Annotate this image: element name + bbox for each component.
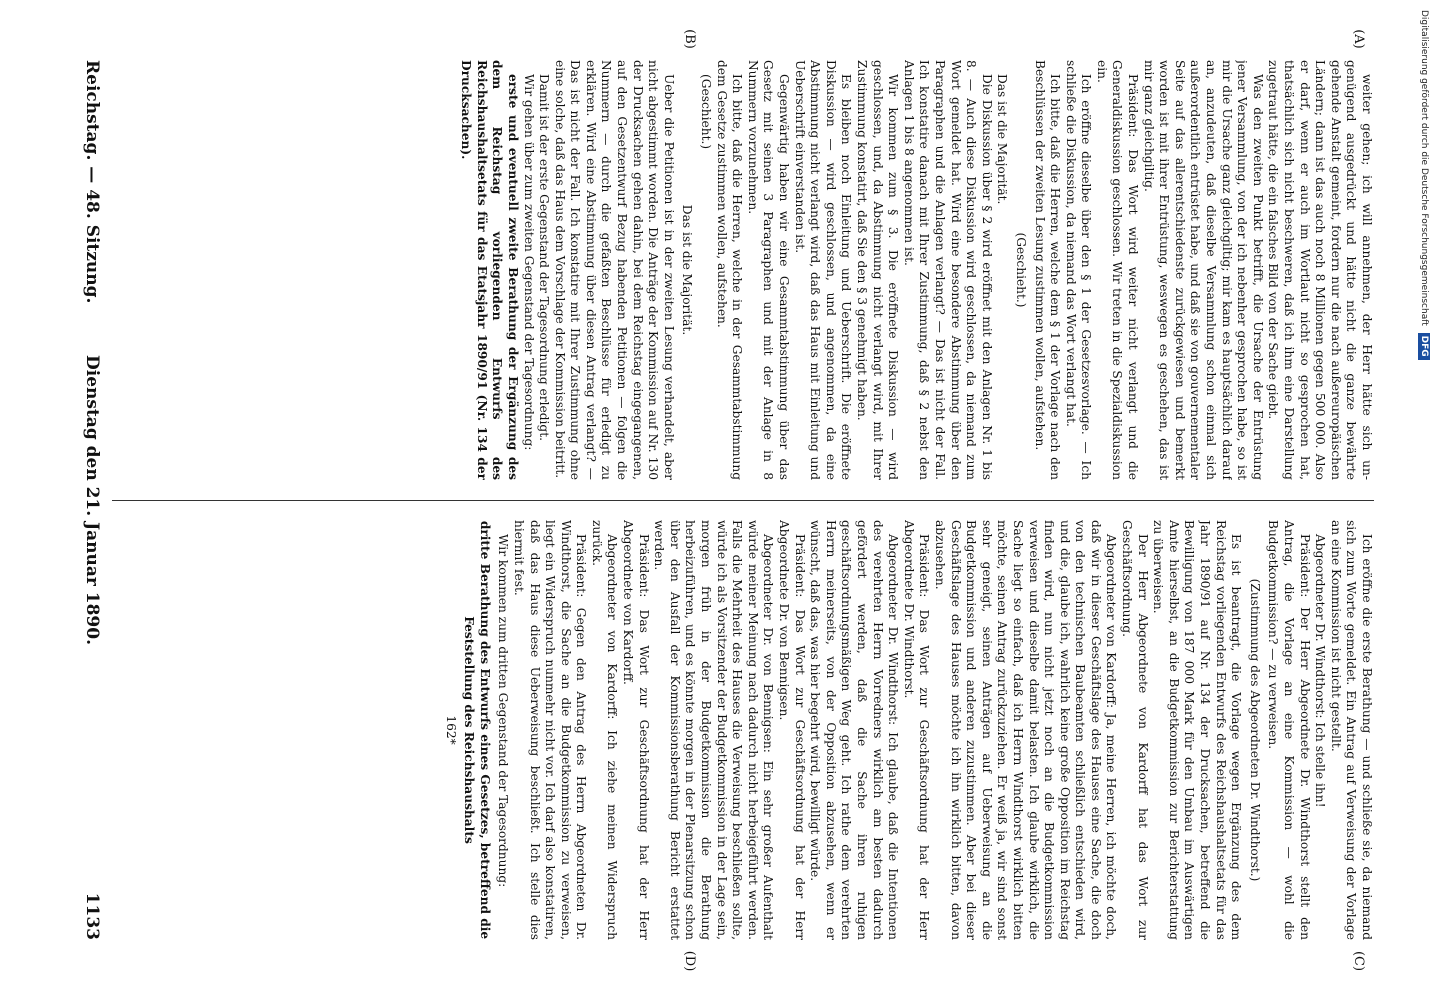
paragraph: Der Herr Abgeordnete von Kardorff hat das Wort zur Geschäftsordnung. [1120, 520, 1150, 940]
paragraph: Was den zweiten Punkt betrifft, die Ursache der Entrüstung jener Versammlung, von der ich nebenher gesprochen habe, so ist mir die Ursache ganz gleichgiltig; mir kam es hauptsächlich darauf an, anzudeuten, daß dieselbe Versammlung schon einmal sich außerordentlich entrüstet habe, und daß sie von gouvernementaler Seite auf das allerentschiedenste zurückgewiesen und bemerkt worden ist mit ihrer Entrüstung, weswegen es geschehen, das ist mir ganz gleichgiltig. [1141, 60, 1265, 480]
margin-marker-c: (C) [1351, 950, 1366, 972]
paragraph: Abgeordneter von Kardorff: Ja, meine Herren, ich möchte doch, daß wir in dieser Geschäftslage des Hauses eine Sache, die doch von den technischen Baubeamten schließlich entschieden wird, und die, glaube ich, wahrlich keine große Opposition im Reichstag finden wird, nun nicht jetzt noch an die Budgetkommission verweisen und dieselbe damit belasten. Ich glaube wirklich, die Sache liegt so einfach, daß ich Herrn Windthorst wirklich bitten möchte, seinen Antrag zurückzuziehen. Er weiß ja, wir sind sonst sehr geneigt, seinen Anträgen auf Ueberweisung an die Budgetkommission und anderen zuzustimmen. Aber bei dieser Geschäftslage des Hauses möchte ich ihn wirklich bitten, davon abzusehen. [932, 520, 1119, 940]
paragraph: Präsident: Das Wort wird weiter nicht verlangt und die Generaldiskussion geschlossen. Wir treten in die Spezialdiskussion ein. [1094, 60, 1141, 480]
paragraph: Präsident: Der Herr Abgeordnete Dr. Windthorst stellt den Antrag, die Vorlage an eine Kommission — wohl die Budgetkommission? — zu verweisen. [1266, 520, 1312, 940]
paragraph: Abgeordneter Dr. Windthorst: Ich stelle ihn! [1313, 534, 1328, 808]
paragraph: Die Diskussion über § 2 wird eröffnet mit den Anlagen Nr. 1 bis 8. — Auch diese Diskussion wird geschlossen, da niemand zum Wort gemeldet hat. Wird eine besondere Abstimmung über den Paragraphen und die Anlagen verlangt? — Das ist nicht der Fall. Ich konstatire danach mit Ihrer Zustimmung, daß § 2 nebst den Anlagen 1 bis 8 angenommen ist. [901, 60, 994, 480]
paragraph: Präsident: Gegen den Antrag des Herrn Abgeordneten Dr. Windthorst, die Sache an die Budgetkommission zu verweisen, liegt ein Widerspruch nunmehr nicht vor. Ich darf also konstatiren, daß das Haus diese Ueberweisung beschließt. Ich stelle dies hiermit fest. [511, 520, 589, 940]
paragraph: Präsident: Das Wort zur Geschäftsordnung hat der Herr Abgeordnete Dr. von Bennigsen. [777, 520, 807, 940]
paragraph: Wir gehen über zum zweiten Gegenstand der Tagesordnung: [521, 74, 536, 451]
column-left [112, 60, 1374, 480]
paragraph: Gegenwärtig haben wir eine Gesammtabstimmung über das Gesetz mit seinen 3 Paragraphen und mit der Anlage in 8 Nummern vorzunehmen. [745, 60, 792, 480]
paragraph: Wir kommen zum dritten Gegenstand der Tagesordnung: [496, 534, 511, 888]
paragraph: dritte Berathung des Entwurfs eines Gesetzes, betreffend die Feststellung des Reichshaushalts [462, 520, 492, 940]
text-columns [112, 60, 1374, 940]
paragraph: Abgeordneter von Kardorff: Ich ziehe meinen Widerspruch zurück. [589, 520, 620, 940]
paragraph: Ich eröffne dieselbe über den § 1 der Gesetzesvorlage. — Ich schließe die Diskussion, da niemand das Wort verlangt hat. [1063, 60, 1094, 480]
dfg-logo: DFG [1418, 333, 1430, 360]
paragraph: Präsident: Das Wort zur Geschäftsordnung hat der Herr Abgeordnete von Kardorff. [621, 520, 651, 940]
paragraph: Ich eröffne die erste Berathung — und schließe sie, da niemand sich zum Worte gemeldet. Ein Antrag auf Verweisung der Vorlage an eine Kommission ist nicht gestellt. [1328, 520, 1374, 940]
paragraph: weiter gehen; ich will annehmen, der Herr hätte sich ungenügend ausgedrückt und hätte nicht die ganze bewährte gehende Anstalt gemeint, fordern nur die nach außereuropäischen Ländern; dann ist das auch noch 8 Millionen gegen 500 000. Also er darf, wenn er auch im Wortlaut nicht so gesprochen hat, thatsächlich sich nicht beschweren, daß ich ihm eine Darstellung zugetraut hätte, die ein falsches Bild von der Sache giebt. [1266, 60, 1374, 480]
page-header [72, 60, 102, 940]
paragraph: (Zustimmung des Abgeordneten Dr. Windthorst.) [1247, 578, 1262, 882]
page-number: 1133 [82, 892, 102, 940]
header-left: Reichstag. — 48. Sitzung. [82, 60, 102, 304]
paragraph: Das ist die Majorität. [995, 74, 1010, 205]
paragraph: Ich bitte, daß die Herren, welche in der Gesammtabstimmung dem Gesetze zustimmen wollen, aufstehen. [714, 60, 745, 480]
paragraph: (Geschieht.) [1013, 232, 1028, 308]
paragraph: Das ist die Majorität. [680, 204, 695, 336]
paragraph: Präsident: Das Wort zur Geschäftsordnung hat der Herr Abgeordnete Dr. Windthorst. [901, 520, 932, 940]
paragraph: Ich bitte, daß die Herren, welche dem § 1 der Vorlage nach den Beschlüssen der zweiten Lesung zustimmen wollen, aufstehen. [1032, 60, 1063, 480]
paragraph: erste und eventuell zweite Berathung der Ergänzung des dem Reichstag vorliegenden Entwurfs des Reichshaushaltsetats für das Etatsjahr 1890/91 (Nr. 134 der Drucksachen). [459, 60, 520, 480]
paragraph: Abgeordneter Dr. Windthorst: Ich glaube, daß die Intentionen des verehrten Herrn Vorredners wirklich am besten dadurch gefördert werden, daß die Sache ihren ruhigen geschäftsordnungsmäßigen Weg geht. Ich rathe dem verehrten Herrn meinerseits, von der Opposition abzusehen, wenn er wünscht, daß das, was hier begehrt wird, bewilligt würde. [808, 520, 901, 940]
column-right [112, 520, 1374, 940]
paragraph: Es ist beantragt, die Vorlage wegen Ergänzung des dem Reichstag vorliegenden Entwurfs des Reichshaushaltsetats für das Jahr 1890/91 auf Nr. 134 der Drucksachen, betreffend die Bewilligung von 187 000 Mark für den Umbau im Auswärtigen Amte hierselbst, an die Budgetkommission zur Berichterstattung zu überweisen. [1151, 520, 1244, 940]
header-date: Dienstag den 21. Januar 1890. [82, 355, 102, 645]
margin-marker-b: (B) [682, 29, 697, 49]
digitization-credit [1418, 10, 1430, 990]
column-divider [112, 500, 1374, 501]
paragraph: Es bleiben noch Einleitung und Ueberschrift. Die eröffnete Diskussion — wird geschlossen, und angenommen, da eine Abstimmung nicht verlangt wird, daß das Haus mit Einleitung und Ueberschrift einverstanden ist. [792, 60, 854, 480]
paragraph: Abgeordneter Dr. von Bennigsen: Ein sehr großer Aufenthalt würde meiner Meinung nach dadurch nicht herbeigeführt werden. Falls die Mehrheit des Hauses die Verweisung beschließen sollte, würde ich als Vorsitzender der Budgetkommission in der Lage sein, morgen früh in der Budgetkommission die Berathung herbeizuführen, und es könnte morgen in der Plenarsitzung schon über den Ausfall der Kommissionsberathung Bericht erstattet werden. [652, 520, 776, 940]
paragraph: Ueber die Petitionen ist in der zweiten Lesung verhandelt, aber nicht abgestimmt worden. Die Anträge der Kommission auf Nr. 130 der Drucksachen gehen dahin, bei dem Reichstag eingegangenen, auf den Gesetzentwurf Bezug habenden Petitionen — folgen die Nummern — durch die gefaßten Beschlüsse für erledigt zu erklären. Wird eine Abstimmung über diesen Antrag verlangt? — Das ist nicht der Fall. Ich konstatire mit Ihrer Zustimmung ohne eine solche, daß das Haus dem Vorschlage der Kommission beitritt. [552, 60, 676, 480]
paragraph: 162* [443, 715, 458, 745]
credit-text: Digitalisierung gefördert durch die Deutsche Forschungsgemeinschaft [1419, 10, 1429, 326]
paragraph: (Geschieht.) [699, 74, 714, 150]
margin-marker-a: (A) [1351, 29, 1366, 49]
paragraph: Wir kommen zum § 3. Die eröffnete Diskussion — wird geschlossen, und, da Abstimmung nicht verlangt wird, mit Ihrer Zustimmung konstatirt, daß Sie den § 3 genehmigt haben. [855, 60, 901, 480]
paragraph: Damit ist der erste Gegenstand der Tagesordnung erledigt. [537, 74, 552, 441]
margin-marker-d: (D) [682, 950, 697, 972]
